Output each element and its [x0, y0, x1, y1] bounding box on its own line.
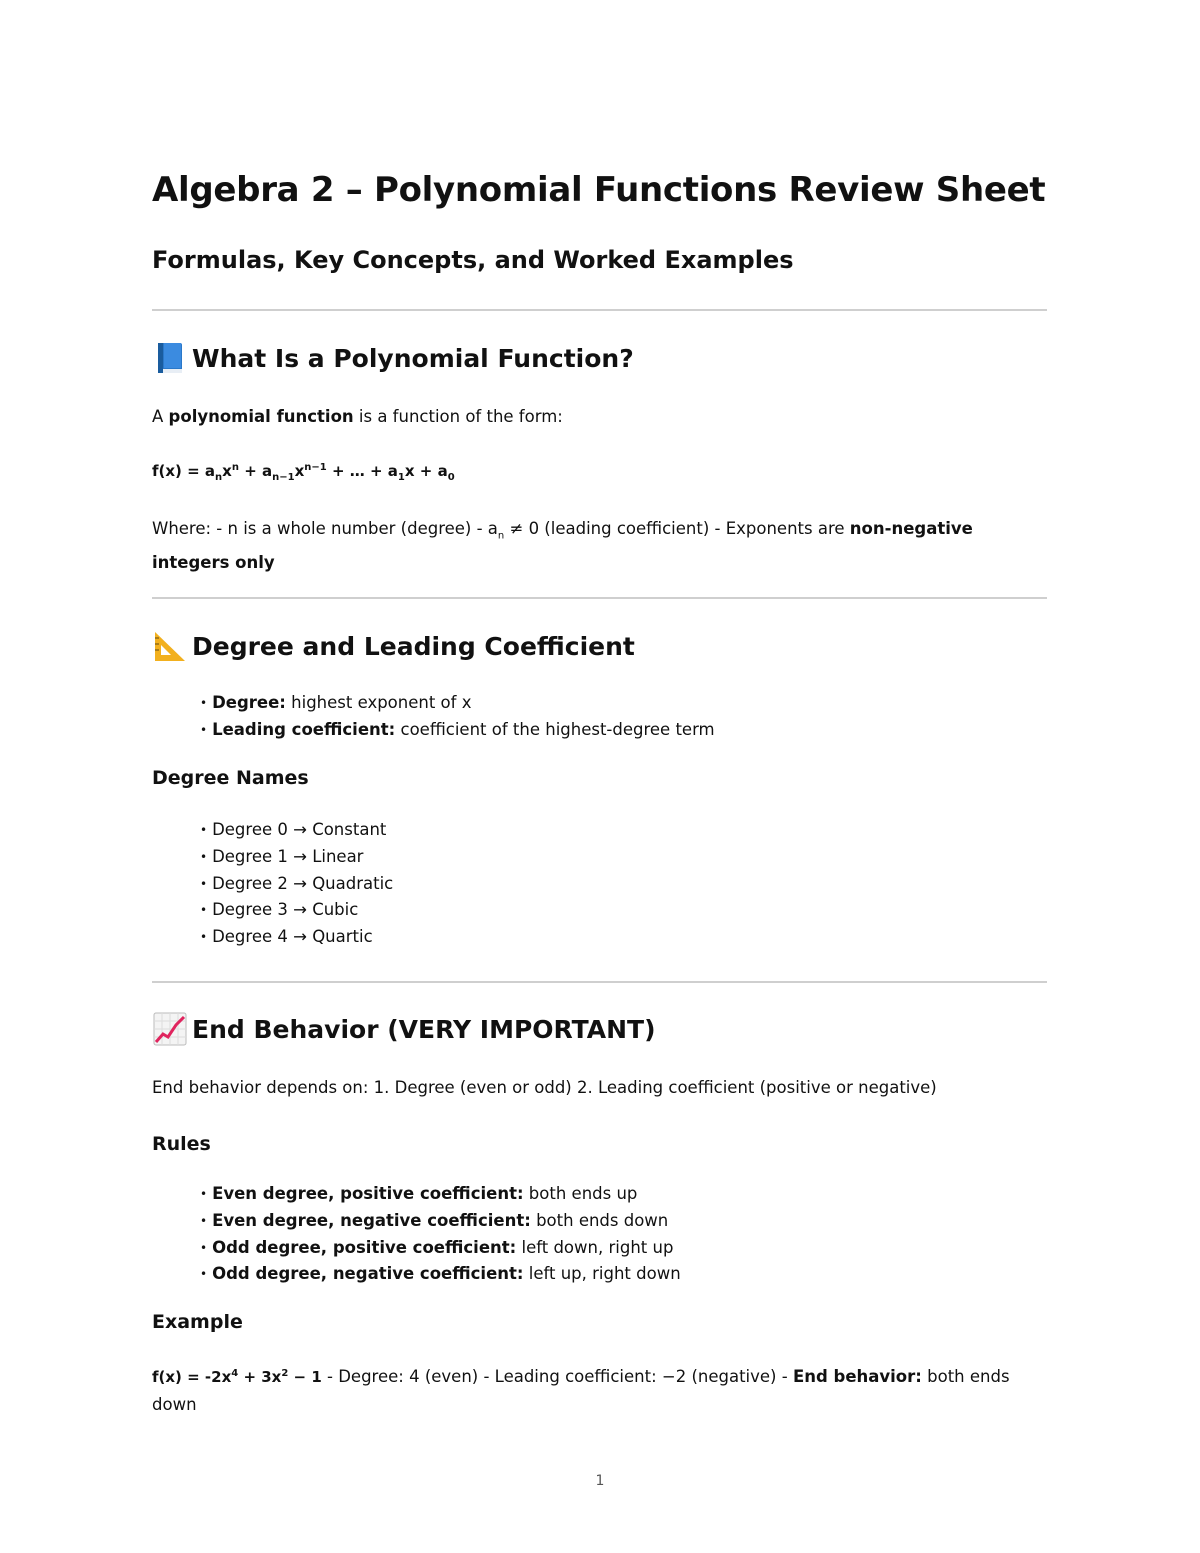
list-item: • Odd degree, positive coefficient: left down, right up — [200, 1235, 681, 1262]
divider — [152, 597, 1047, 599]
divider — [152, 309, 1047, 311]
blue-book-icon — [152, 340, 188, 376]
degree-definitions-list — [200, 690, 715, 744]
subheading-example: Example — [152, 1311, 243, 1333]
polynomial-formula: $f(x) = a_nx^n + a_{n-1}x^{n-1}$ + … + $a_1x + a_0$ — [152, 462, 455, 483]
list-item: • Odd degree, negative coefficient: left up, right down — [200, 1261, 681, 1288]
list-item: • Degree 2 → Quadratic — [200, 871, 393, 898]
chart-increasing-icon — [152, 1011, 188, 1047]
degree-names-list — [200, 817, 393, 951]
example-paragraph: $f(x) = -2x^4 + 3x^2 - 1$ - Degree: 4 (even) - Leading coefficient: −2 (negative) - End behavior: both ends down — [152, 1367, 1010, 1414]
list-item: • Leading coefficient: coefficient of the highest-degree term — [200, 717, 715, 744]
page-title: Algebra 2 – Polynomial Functions Review Sheet — [152, 170, 1046, 210]
term-polynomial-function: polynomial function — [168, 407, 354, 426]
list-item: • Degree 1 → Linear — [200, 844, 393, 871]
list-item: • Degree: highest exponent of x — [200, 690, 715, 717]
where-paragraph: Where: - n is a whole number (degree) - $a_n \ne 0$ (leading coefficient) - Exponents are non-negative integers only — [152, 519, 973, 573]
triangular-ruler-icon — [152, 628, 188, 664]
page-subtitle: Formulas, Key Concepts, and Worked Examples — [152, 246, 794, 274]
rules-list — [200, 1181, 681, 1288]
list-item: • Degree 3 → Cubic — [200, 897, 393, 924]
intro-paragraph: A polynomial function is a function of the form: — [152, 407, 563, 426]
list-item: • Even degree, negative coefficient: both ends down — [200, 1208, 681, 1235]
list-item: • Degree 0 → Constant — [200, 817, 393, 844]
subheading-degree-names: Degree Names — [152, 767, 309, 789]
section-heading-degree: Degree and Leading Coefficient — [152, 628, 635, 664]
divider — [152, 981, 1047, 983]
section-heading-what-is — [152, 340, 634, 376]
end-behavior-intro: End behavior depends on: 1. Degree (even or odd) 2. Leading coefficient (positive or negative) — [152, 1078, 937, 1097]
section-heading-end-behavior: End Behavior (VERY IMPORTANT) — [152, 1011, 656, 1047]
page-number: 1 — [595, 1473, 605, 1489]
list-item: • Even degree, positive coefficient: both ends up — [200, 1181, 681, 1208]
list-item: • Degree 4 → Quartic — [200, 924, 393, 951]
subheading-rules: Rules — [152, 1133, 211, 1155]
section-heading-text: What Is a Polynomial Function? — [192, 343, 634, 373]
